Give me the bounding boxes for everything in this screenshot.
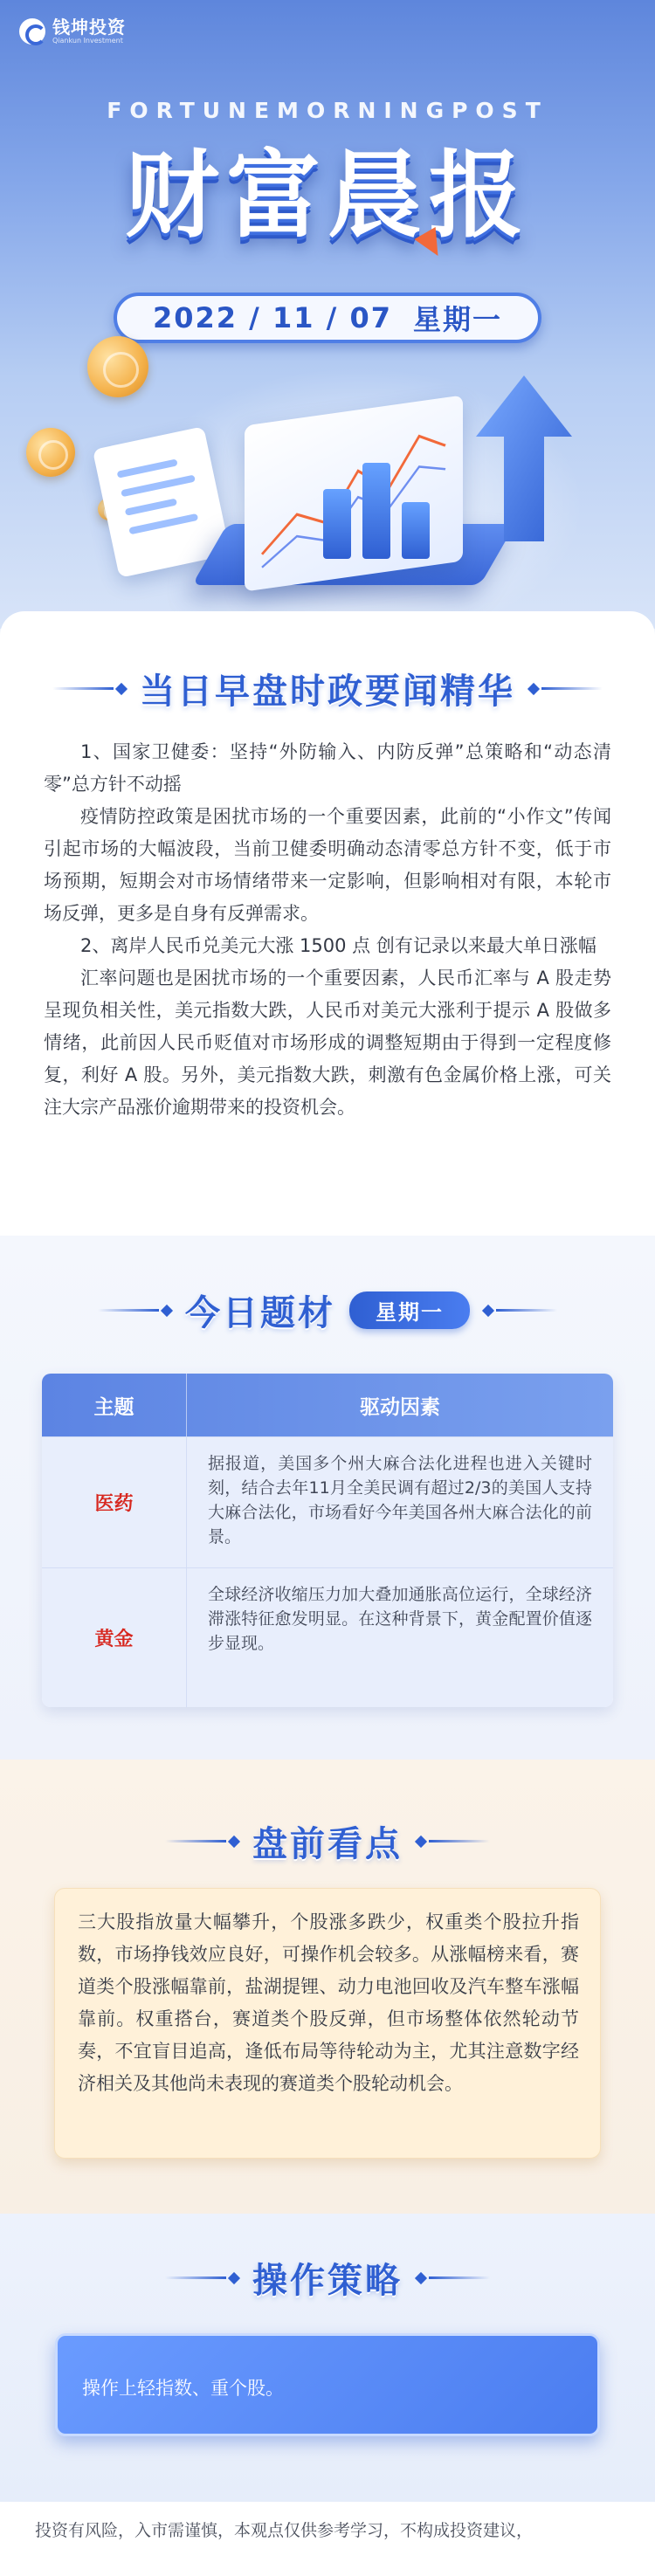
hero-en-title: FORTUNEMORNINGPOST (107, 98, 548, 123)
brand-logo (19, 17, 126, 45)
news-title: 当日早盘时政要闻精华 (140, 672, 515, 712)
date-pill (114, 293, 541, 343)
hero-date: 2022 / 11 / 07 (152, 301, 393, 334)
logo-icon (19, 18, 45, 45)
news-headline-1: 1、国家卫健委：坚持“外防输入、内防反弹”总策略和“动态清零”总方针不动摇 (44, 741, 611, 795)
header-deco-right (417, 1837, 490, 1846)
outlook-note (54, 1888, 601, 2159)
topics-table (42, 1374, 613, 1707)
strategy-title: 操作策略 (252, 2261, 403, 2301)
table-cell-theme: 黄金 (94, 1629, 134, 1650)
header-deco-left (98, 1306, 171, 1315)
disclaimer: 投资有风险，入市需谨慎，本观点仅供参考学习，不构成投资建议， (35, 2521, 534, 2540)
coin-icon (26, 428, 75, 477)
table-cell-theme: 医药 (94, 1493, 134, 1515)
chart-board-icon (245, 395, 463, 591)
up-arrow-icon (476, 375, 572, 541)
hero-banner (0, 0, 655, 629)
table-row (42, 1436, 613, 1567)
header-deco-right (417, 2274, 490, 2283)
news-paragraph-1: 疫情防控政策是困扰市场的一个重要因素，此前的“小作文”传闻引起市场的大幅波段，当前卫健委明确动态清零总方针不变，低于市场预期，短期会对市场情绪带来一定影响，但影响相对有限，本轮市场反弹，更多是自身有反弹需求。 (44, 806, 611, 924)
table-header-row (42, 1374, 613, 1436)
topics-weekday-tag: 星期一 (349, 1291, 470, 1329)
table-row (42, 1567, 613, 1707)
table-header-driver: 驱动因素 (186, 1374, 613, 1436)
table-header-theme: 主题 (93, 1395, 134, 1419)
bar-icon (362, 463, 390, 559)
header-deco-left (165, 1837, 238, 1846)
bar-icon (323, 489, 351, 559)
news-headline-2: 2、离岸人民币兑美元大涨 1500 点 创有记录以来最大单日涨幅 (80, 935, 596, 956)
brand-name: 钱坤投资 (52, 17, 126, 38)
header-deco-right (484, 1306, 557, 1315)
header-deco-left (52, 685, 126, 693)
coin-icon (87, 336, 148, 397)
strategy-header (0, 2253, 655, 2303)
footer (0, 2502, 655, 2576)
news-body (44, 736, 611, 1124)
topics-header (0, 1285, 655, 1335)
hero-weekday: 星期一 (413, 303, 503, 336)
topics-title: 今日题材 (185, 1293, 335, 1333)
strategy-box (55, 2333, 600, 2436)
strategy-text: 操作上轻指数、重个股。 (82, 2378, 284, 2399)
outlook-header (0, 1816, 655, 1866)
outlook-title: 盘前看点 (252, 1824, 403, 1864)
brand-name-en: Qiankun Investment (52, 37, 123, 45)
hero-title: 财富晨报 (124, 141, 530, 251)
header-deco-right (529, 685, 603, 693)
news-header (0, 664, 655, 713)
news-paragraph-2: 汇率问题也是困扰市场的一个重要因素，人民币汇率与 A 股走势呈现负相关性，美元指数大跌，人民币对美元大涨利于提示 A 股做多情绪，此前因人民币贬值对市场形成的调整短期由于得到一定程度修复，利好 A 股。另外，美元指数大跌，刺激有色金属价格上涨，可关注大宗产品涨价逾期带来的投资机会。 (44, 968, 611, 1118)
table-cell-driver: 全球经济收缩压力加大叠加通胀高位运行，全球经济滞涨特征愈发明显。在这种背景下，黄金配置价值逐步显现。 (186, 1568, 613, 1707)
header-deco-left (165, 2274, 238, 2283)
table-cell-driver: 据报道，美国多个州大麻合法化进程也进入关键时刻，结合去年11月全美民调有超过2/3的美国人支持大麻合法化，市场看好今年美国各州大麻合法化的前景。 (186, 1437, 613, 1567)
outlook-text: 三大股指放量大幅攀升，个股涨多跌少，权重类个股拉升指数，市场挣钱效应良好，可操作机会较多。从涨幅榜来看，赛道类个股涨幅靠前，盐湖提锂、动力电池回收及汽车整车涨幅靠前。权重搭台，赛道类个股反弹，但市场整体依然轮动节奏，不宜盲目追高，逢低布局等待轮动为主，尤其注意数字经济相关及其他尚未表现的赛道类个股轮动机会。 (78, 1911, 579, 2094)
bar-icon (402, 502, 430, 559)
